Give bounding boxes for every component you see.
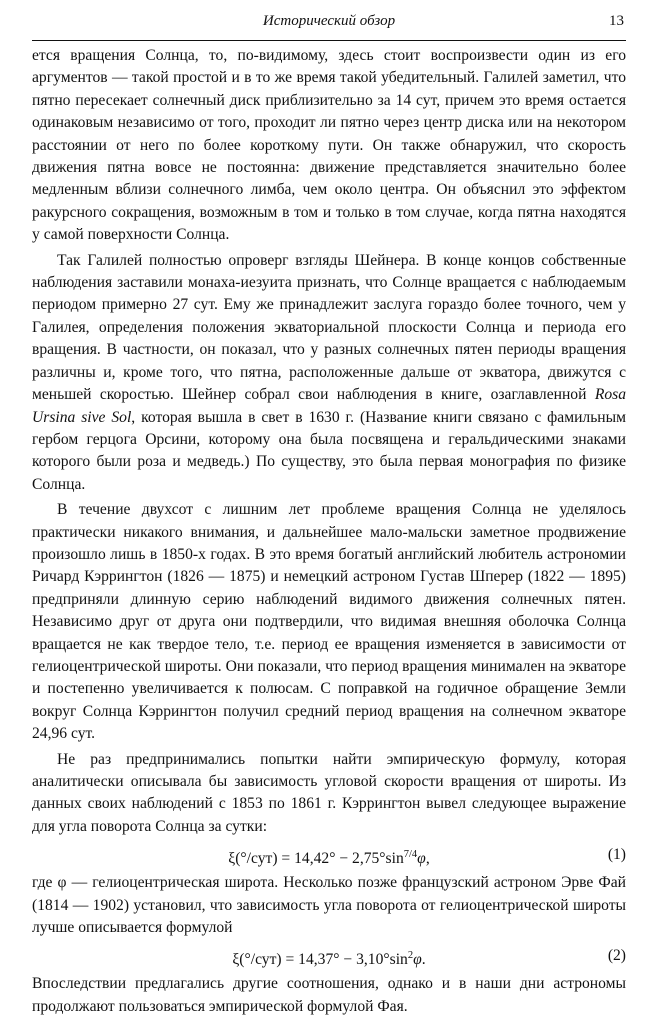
body-text [32, 45, 626, 1018]
equation-1-formula [32, 841, 626, 873]
equation-1-number: (1) [607, 846, 626, 864]
equation-1-var: φ [417, 850, 426, 868]
paragraph-scheiner [32, 250, 626, 496]
equation-2-tail: . [421, 951, 426, 969]
paragraph-scheiner-text-cont: , которая вышла в свет в 1630 г. (Название книги связано с фамильным гербом герцога Орсини, которому она была посвящена и геральдическими знаками которого были роза и медведь.) По существу, это была первая монография по физике Солнца. [32, 408, 626, 493]
equation-2-var: φ [413, 951, 422, 969]
paragraph-later-relations: Впоследствии предлагались другие соотношения, однако и в наши дни астрономы продолжают пользоваться эмпирической формулой Фая. [32, 975, 626, 1015]
equation-2-number: (2) [607, 947, 626, 965]
paragraph-carrington-sporer: В течение двухсот с лишним лет проблеме вращения Солнца не уделялось практически никакого внимания, и дальнейшее мало-мальски заметное продвижение произошло лишь в 1850-х годах. В это время богатый английский любитель астрономии Ричард Кэррингтон (1826 — 1875) и немецкий астроном Густав Шперер (1822 — 1895) предприняли длинную серию наблюдений видимого движения солнечных пятен. Независимо друг от друга они подтвердили, что видимая внешняя оболочка Солнца вращается не как твердое тело, т.е. период ее вращения изменяется в зависимости от гелиоцентрической широты. Они показали, что период вращения минимален на экваторе и постепенно увеличивается к полюсам. С поправкой на годичное обращение Земли вокруг Солнца Кэррингтон получил средний период вращения на солнечном экваторе 24,96 сут. [32, 501, 626, 743]
equation-1 [32, 841, 626, 869]
paragraph-scheiner-text: Так Галилей полностью опроверг взгляды Шейнера. В конце концов собственные наблюдения заставили монаха-иезуита признать, что Солнце вращается с наблюдаемым периодом примерно 27 сут. Ему же принадлежит заслуга гораздо более точного, чем у Галилея, определения положения экваториальной плоскости Солнца и периода его вращения. В частности, он показал, что у разных солнечных пятен периоды вращения различны и, кроме того, что пятна, расположенные дальше от экватора, движутся с меньшей скоростью. Шейнер собрал свои наблюдения в книге, озаглавленной [32, 251, 626, 404]
paragraph-faye: где φ — гелиоцентрическая широта. Несколько позже французский астроном Эрве Фай (1814 — 1902) установил, что зависимость угла поворота от гелиоцентрической широты лучше описывается формулой [32, 874, 626, 937]
book-title: Rosa Ursina sive Sol [32, 386, 626, 426]
equation-1-tail: , [425, 850, 430, 868]
paragraph-empirical-formula: Не раз предпринимались попытки найти эмпирическую формулу, которая аналитически описывала бы зависимость угловой скорости вращения от широты. Из данных своих наблюдений с 1853 по 1861 г. Кэррингтон вывел следующее выражение для угла поворота Солнца за сутки: [32, 750, 626, 835]
running-head [32, 10, 626, 32]
equation-1-lhs: ξ(°/сут) = 14,42° − 2,75°sin [228, 850, 404, 868]
equation-2-lhs: ξ(°/сут) = 14,37° − 3,10°sin [232, 951, 408, 969]
header-rule [32, 40, 626, 41]
equation-2-formula [32, 942, 626, 974]
book-page [32, 0, 626, 1015]
running-title: Исторический обзор [262, 13, 396, 29]
equation-2 [32, 942, 626, 970]
equation-2-exponent: 2 [407, 950, 414, 962]
equation-1-exponent: 7/4 [403, 849, 418, 861]
paragraph-galileo-argument: ется вращения Солнца, то, по-видимому, здесь стоит воспроизвести один из его аргументов — такой простой и в то же время такой убедительный. Галилей заметил, что пятно пересекает солнечный диск приблизительно за 14 сут, причем это время остается одинаковым независимо от того, проходит ли пятно через центр диска или на некотором расстоянии от него по более короткому пути. Он также обнаружил, что скорость движения пятна вовсе не постоянна: движение представляется значительно более медленным вблизи солнечного лимба, чем около центра. Он объяснил это эффектом ракурсного сокращения, возможным в том и только в том случае, когда пятна находятся у самой поверхности Солнца. [32, 47, 626, 244]
page-number: 13 [609, 13, 624, 29]
